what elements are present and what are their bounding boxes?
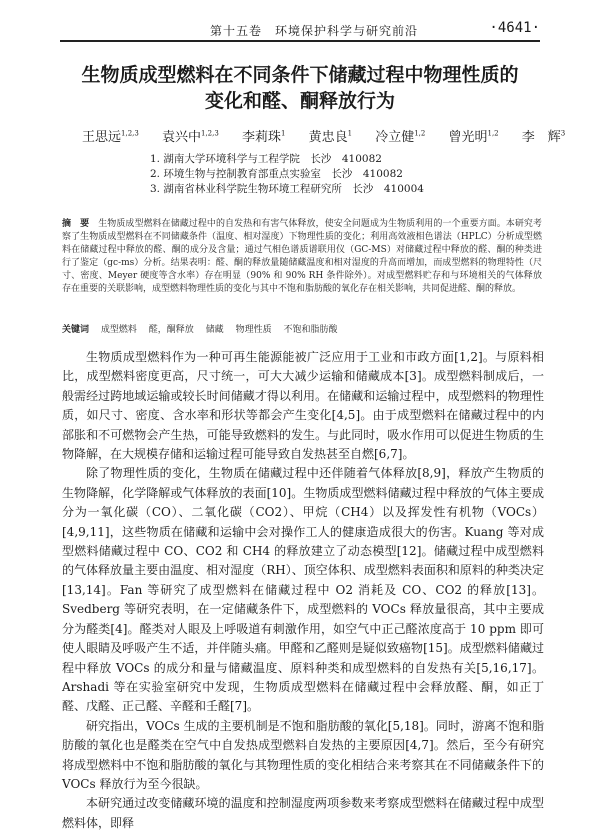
abstract <box>62 218 542 296</box>
affiliation: 3. 湖南省林业科学院生物环境工程研究所 长沙 410004 <box>150 183 424 195</box>
author: 李莉珠$^1$ <box>241 129 286 145</box>
affiliations <box>150 152 424 197</box>
affiliation: 2. 环境生物与控制教育部重点实验室 长沙 410082 <box>150 168 403 180</box>
keyword: 物理性质 <box>235 325 272 335</box>
paragraph: 生物质成型燃料作为一种可再生能源能被广泛应用于工业和市政方面[1,2]。与原料相比，成型燃料密度更高，尺寸统一，可大大减少运输和储藏成本[3]。成型燃料制成后，一般需经过跨地域运输或较长时间储藏才得以利用。在储藏和运输过程中，成型燃料的物理性质，如尺寸、密度、含水率和形状等都会产生变化[4,5]。由于成型燃料在储藏过程中的内部胀和不可燃物会产生热，可能导致燃料的发生。与此同时，吸水作用可以促进生物质的生物降解，在大规模存储和运输过程可能导致自发热甚至自燃[6,7]。 <box>62 350 544 462</box>
title-line-2: 变化和醛、酮释放行为 <box>204 90 395 112</box>
author-list <box>82 126 566 145</box>
article-title <box>0 62 600 114</box>
page-number: ·4641· <box>489 20 540 36</box>
paragraph: 研究指出，VOCs 生成的主要机制是不饱和脂肪酸的氧化[5,18]。同时，游离不饱和脂肪酸的氧化也是醛类在空气中自发热成型燃料自发热的主要原因[4,7]。然后，至今有研究将成型燃料中不饱和脂肪酸的氧化与其物理性质的变化相结合来考察其在不同储藏条件下的 VOCs 释放行为至今很缺。 <box>62 718 544 791</box>
keyword: 醛，酮释放 <box>148 325 194 335</box>
author: 冷立健$^{1,2}$ <box>375 129 426 145</box>
author: 袁兴中$^{1,2,3}$ <box>161 129 219 145</box>
author: 李 辉$^3$ <box>521 129 566 145</box>
title-line-1: 生物质成型燃料在不同条件下储藏过程中物理性质的 <box>81 64 519 86</box>
author: 曾光明$^{1,2}$ <box>448 129 499 145</box>
paragraph: 本研究通过改变储藏环境的温度和控制湿度两项参数来考察成型燃料在储藏过程中成型燃料体，即释 <box>62 796 544 830</box>
running-header <box>60 18 540 42</box>
keywords <box>62 324 542 337</box>
author: 黄忠良$^1$ <box>308 129 353 145</box>
abstract-label: 摘 要 <box>62 219 90 229</box>
keywords-label: 关键词 <box>62 325 90 335</box>
body-text <box>62 348 544 833</box>
keyword: 不饱和脂肪酸 <box>283 325 338 335</box>
keyword: 成型燃料 <box>100 325 137 335</box>
keyword: 储藏 <box>205 325 224 335</box>
abstract-text: 生物质成型燃料在储藏过程中的自发热和有害气体释放，使安全问题成为生物质利用的一个重要方面。本研究考察了生物质成型燃料在不同储藏条件（温度、相对湿度）下物理性质的变化；利用高效液相色谱法（HPLC）分析成型燃料在储藏过程中释放的醛、酮的成分及含量；通过气相色谱质谱联用仪（GC-MS）对储藏过程中释放的醛、酮的种类进行了鉴定（gc-ms）分析。结果表明：醛、酮的释放量随储藏温度和相对湿度的升高而增加，而成型燃料的物理特性（尺寸、密度、Meyer 硬度等含水率）存在明显（90% 和 90% RH 条件除外）。对成型燃料贮存和与环境相关的气体释放存在重要的关联影响，成型燃料物理性质的变化与其中不饱和脂肪酸的氧化存在相关影响，共同促进醛、酮的释放。 <box>62 219 542 294</box>
journal-name: 第十五卷 环境保护科学与研究前沿 <box>210 24 419 38</box>
author: 王思远$^{1,2,3}$ <box>82 129 139 145</box>
affiliation: 1. 湖南大学环境科学与工程学院 长沙 410082 <box>150 153 382 165</box>
paragraph: 除了物理性质的变化，生物质在储藏过程中还伴随着气体释放[8,9]，释放产生物质的生物降解，化学降解或气体释放的表面[10]。生物质成型燃料储藏过程中释放的气体主要成分为一氧化碳（CO）、二氧化碳（CO2）、甲烷（CH4）以及挥发性有机物（VOCs）[4,9,11]，这些物质在储藏和运输中会对操作工人的健康造成很大的伤害。Kuang 等对成型燃料储藏过程中 CO、CO2 和 CH4 的释放建立了动态模型[12]。储藏过程中成型燃料的气体释放量主要由温度、相对湿度（RH）、顶空体积、成型燃料表面积和原料的种类决定[13,14]。Fan 等研究了成型燃料在储藏过程中 O2 消耗及 CO、CO2 的释放[13]。Svedberg 等研究表明，在一定储藏条件下，成型燃料的 VOCs 释放量很高，其中主要成分为醛类[4]。醛类对人眼及上呼吸道有刺激作用，如空气中正己醛浓度高于 10 ppm 即可使人眼睛及呼吸产生不适，并伴随头痛。甲醛和乙醛则是疑似致癌物[15]。成型燃料储藏过程中释放 VOCs 的成分和量与储藏温度、原料种类和成型燃料的自发热有关[5,16,17]。Arshadi 等在实验室研究中发现，生物质成型燃料在储藏过程中会释放醛、酮，如正丁醛、戊醛、正己醛、辛醛和壬醛[7]。 <box>62 466 544 714</box>
